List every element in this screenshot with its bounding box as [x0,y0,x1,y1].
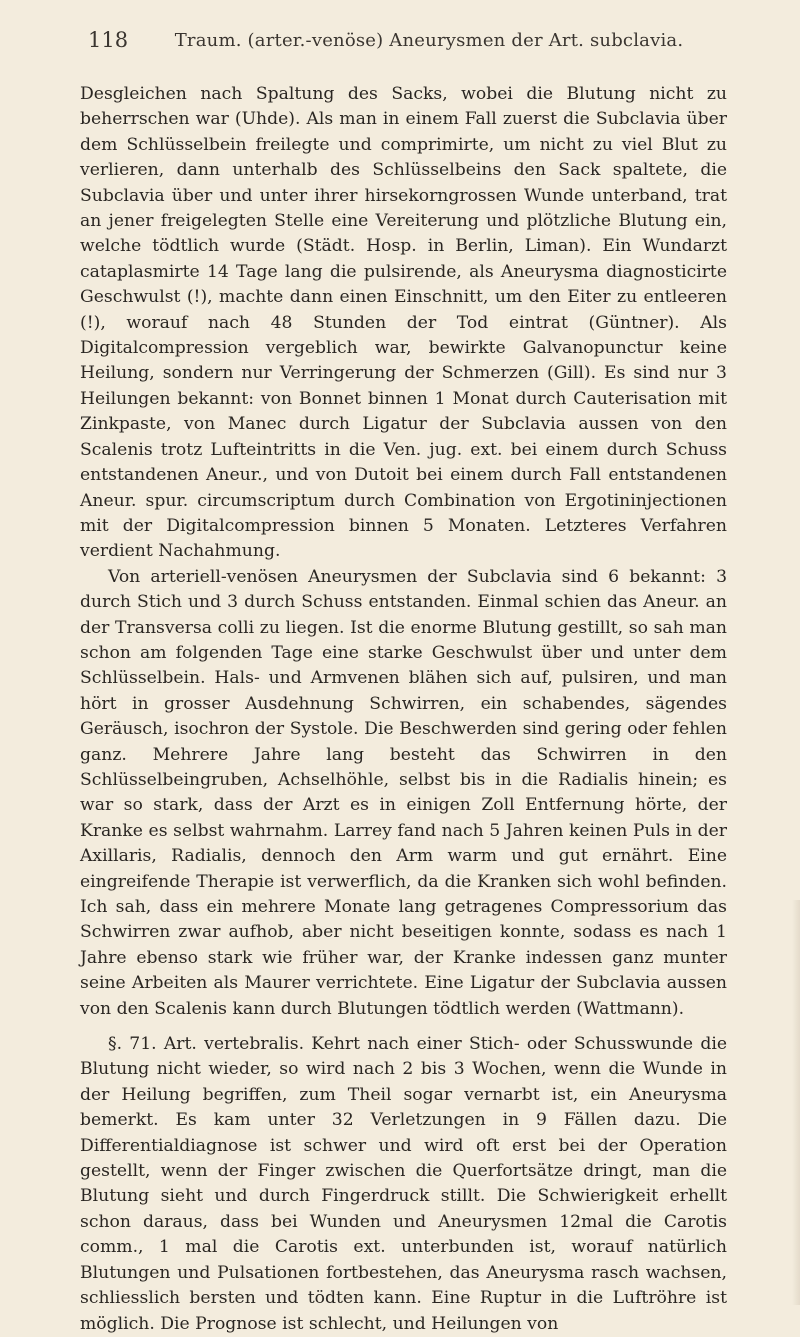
body-text [80,82,727,1337]
paragraph-1: Desgleichen nach Spaltung des Sacks, wobei die Blutung nicht zu beherrschen war (Uhde). Als man in einem Fall zuerst die Subclavia über dem Schlüsselbein freilegte und comprimirte, um nicht zu viel Blut zu verlieren, dann unterhalb des Schlüsselbeins den Sack spaltete, die Subclavia über und unter ihrer hirsekorngrossen Wunde unterband, trat an jener freigelegten Stelle eine Vereiterung und plötzliche Blutung ein, welche tödtlich wurde (Städt. Hosp. in Berlin, Liman). Ein Wundarzt cataplasmirte 14 Tage lang die pulsirende, als Aneurysma diagnosticirte Geschwulst (!), machte dann einen Einschnitt, um den Eiter zu entleeren (!), worauf nach 48 Stunden der Tod eintrat (Güntner). Als Digitalcompression vergeblich war, bewirkte Galvanopunctur keine Heilung, sondern nur Verringerung der Schmerzen (Gill). Es sind nur 3 Heilungen bekannt: von Bonnet binnen 1 Monat durch Cauterisation mit Zinkpaste, von Manec durch Ligatur der Subclavia aussen von den Scalenis trotz Lufteintritts in die Ven. jug. ext. bei einem durch Schuss entstandenen Aneur., und von Dutoit bei einem durch Fall entstandenen Aneur. spur. circumscriptum durch Combination von Ergotininjectionen mit der Digitalcompression binnen 5 Monaten. Letzteres Verfahren verdient Nachahmung. [80,84,727,562]
page-header [88,28,730,58]
paragraph-2: Von arteriell-venösen Aneurysmen der Subclavia sind 6 bekannt: 3 durch Stich und 3 durch Schuss entstanden. Einmal schien das Aneur. an der Transversa colli zu liegen. Ist die enorme Blutung gestillt, so sah man schon am folgenden Tage eine starke Geschwulst über und unter dem Schlüsselbein. Hals- und Armvenen blähen sich auf, pulsiren, und man hört in grosser Ausdehnung Schwirren, ein schabendes, sägendes Geräusch, isochron der Systole. Die Beschwerden sind gering oder fehlen ganz. Mehrere Jahre lang besteht das Schwirren in den Schlüsselbeingruben, Achselhöhle, selbst bis in die Radialis hinein; es war so stark, dass der Arzt es in einigen Zoll Entfernung hörte, der Kranke es selbst wahrnahm. Larrey fand nach 5 Jahren keinen Puls in der Axillaris, Radialis, dennoch den Arm warm und gut ernährt. Eine eingreifende Therapie ist verwerflich, da die Kranken sich wohl befinden. Ich sah, dass ein mehrere Monate lang getragenes Compressorium das Schwirren zwar aufhob, aber nicht beseitigen konnte, sodass es nach 1 Jahre ebenso stark wie früher war, der Kranke indessen ganz munter seine Arbeiten als Maurer verrichtete. Eine Ligatur der Subclavia aussen von den Scalenis kann durch Blutungen tödtlich werden (Wattmann). [80,566,727,1019]
running-title: Traum. (arter.-venöse) Aneurysmen der Art. subclavia. [174,30,684,51]
page-number: 118 [88,28,129,52]
page-edge-shading [792,900,800,1305]
paragraph-section-71: §. 71. Art. vertebralis. Kehrt nach einer Stich- oder Schusswunde die Blutung nicht wieder, so wird nach 2 bis 3 Wochen, wenn die Wunde in der Heilung begriffen, zum Theil sogar vernarbt ist, ein Aneurysma bemerkt. Es kam unter 32 Verletzungen in 9 Fällen dazu. Die Differentialdiagnose ist schwer und wird oft erst bei der Operation gestellt, wenn der Finger zwischen die Querfortsätze dringt, man die Blutung sieht und durch Fingerdruck stillt. Die Schwierigkeit erhellt schon daraus, dass bei Wunden und Aneurysmen 12mal die Carotis comm., 1 mal die Carotis ext. unterbunden ist, worauf natürlich Blutungen und Pulsationen fortbestehen, das Aneurysma rasch wachsen, schliesslich bersten und tödten kann. Eine Ruptur in die Luftröhre ist möglich. Die Prognose ist schlecht, und Heilungen von [80,1034,727,1334]
